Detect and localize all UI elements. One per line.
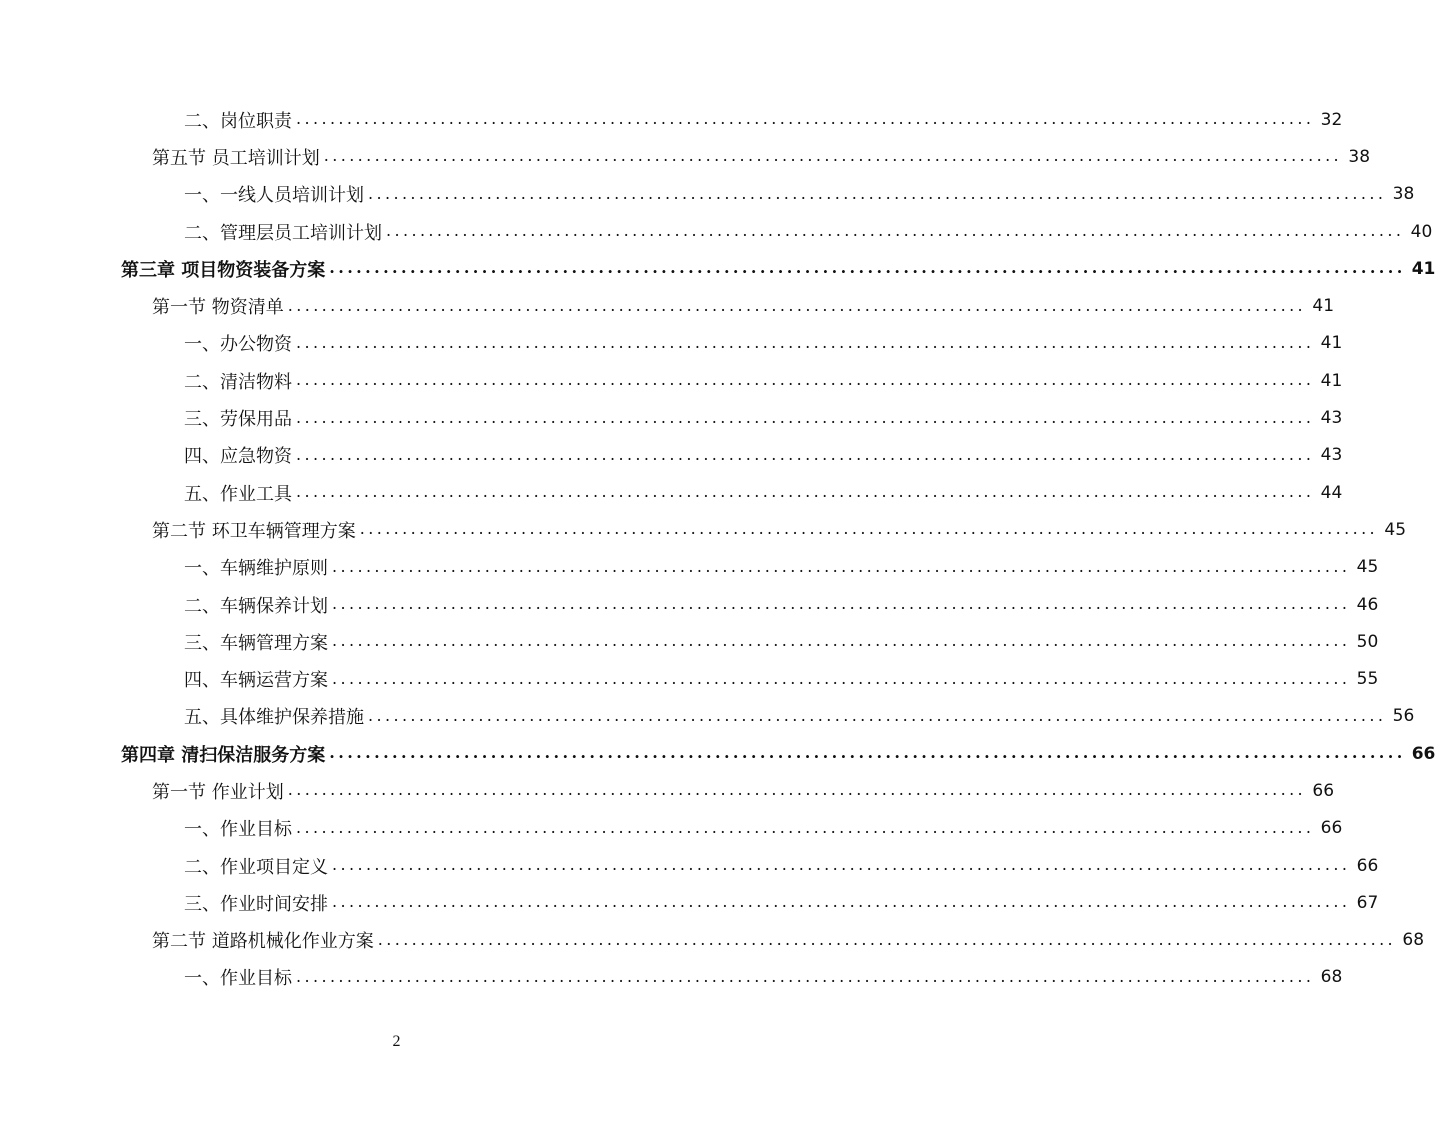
toc-entry-title: 一、车辆维护原则 (184, 558, 328, 580)
table-of-contents (0, 101, 1435, 996)
toc-entry-section[interactable] (0, 922, 1425, 959)
toc-entry-page-number: 41 (1320, 370, 1343, 391)
toc-dot-leader: ........................................................................................................................ (296, 966, 1315, 986)
toc-entry-title: 四、应急物资 (184, 446, 292, 468)
page-number: 2 (392, 1033, 401, 1050)
toc-entry-item[interactable] (0, 176, 1415, 213)
toc-entry-title: 三、劳保用品 (184, 409, 292, 431)
toc-entry-title: 一、作业目标 (184, 819, 292, 841)
toc-entry-title: 三、车辆管理方案 (184, 632, 328, 654)
toc-dot-leader: ........................................................................................................................ (296, 370, 1315, 390)
toc-entry-page-number: 38 (1348, 146, 1371, 167)
toc-entry-item[interactable] (0, 325, 1343, 362)
toc-entry-title: 第三章 项目物资装备方案 (121, 259, 326, 281)
toc-dot-leader: ........................................................................................................................ (296, 482, 1315, 502)
toc-dot-leader: ........................................................................................................................ (332, 594, 1351, 613)
toc-entry-title: 二、作业项目定义 (184, 856, 328, 878)
toc-entry-title: 二、清洁物料 (184, 371, 292, 393)
toc-dot-leader: ........................................................................................................................ (329, 743, 1406, 763)
toc-dot-leader: ........................................................................................................................ (323, 146, 1343, 166)
toc-dot-leader: ........................................................................................................................ (368, 705, 1387, 725)
toc-entry-item[interactable] (0, 959, 1343, 996)
toc-entry-section[interactable] (0, 511, 1407, 548)
toc-dot-leader: ........................................................................................................................ (296, 444, 1315, 464)
toc-dot-leader: ........................................................................................................................ (368, 183, 1387, 203)
toc-entry-page-number: 66 (1356, 855, 1379, 876)
toc-entry-title: 二、管理层员工培训计划 (184, 222, 382, 244)
toc-entry-item[interactable] (0, 660, 1379, 697)
toc-entry-page-number: 66 (1411, 743, 1435, 764)
toc-entry-page-number: 45 (1356, 557, 1379, 578)
toc-dot-leader: ........................................................................................................................ (296, 332, 1315, 352)
toc-entry-title: 第五节 员工培训计划 (152, 147, 320, 169)
toc-entry-page-number: 44 (1320, 482, 1343, 503)
toc-entry-page-number: 66 (1312, 780, 1335, 801)
toc-entry-title: 一、作业目标 (184, 968, 292, 990)
toc-entry-chapter[interactable] (0, 735, 1435, 772)
toc-dot-leader: ........................................................................................................................ (332, 556, 1351, 576)
toc-entry-item[interactable] (0, 884, 1379, 921)
toc-dot-leader: ........................................................................................................................ (287, 295, 1307, 315)
toc-entry-section[interactable] (0, 772, 1335, 809)
toc-dot-leader: ........................................................................................................................ (332, 631, 1351, 651)
toc-entry-title: 二、车辆保养计划 (184, 595, 328, 617)
toc-entry-item[interactable] (0, 101, 1343, 138)
toc-entry-page-number: 56 (1392, 706, 1415, 727)
toc-entry-page-number: 68 (1320, 967, 1343, 988)
toc-dot-leader: ........................................................................................................................ (359, 519, 1379, 539)
toc-dot-leader: ........................................................................................................................ (296, 407, 1315, 427)
toc-entry-title: 第二节 道路机械化作业方案 (152, 931, 374, 953)
toc-entry-title: 二、岗位职责 (184, 110, 292, 132)
toc-entry-page-number: 41 (1320, 333, 1343, 354)
toc-entry-page-number: 41 (1312, 296, 1335, 317)
toc-entry-title: 三、作业时间安排 (184, 893, 328, 915)
toc-entry-title: 第四章 清扫保洁服务方案 (121, 744, 326, 766)
toc-entry-page-number: 55 (1356, 669, 1379, 690)
toc-entry-title: 第二节 环卫车辆管理方案 (152, 520, 356, 542)
toc-entry-page-number: 68 (1402, 930, 1425, 951)
toc-entry-title: 一、办公物资 (184, 334, 292, 356)
toc-entry-page-number: 32 (1320, 109, 1343, 130)
toc-entry-title: 第一节 物资清单 (152, 297, 284, 319)
toc-dot-leader: ........................................................................................................................ (386, 221, 1405, 241)
toc-entry-title: 五、具体维护保养措施 (184, 707, 364, 729)
toc-dot-leader: ........................................................................................................................ (287, 780, 1307, 800)
toc-entry-section[interactable] (0, 287, 1335, 324)
toc-entry-item[interactable] (0, 399, 1343, 436)
toc-entry-page-number: 40 (1410, 221, 1433, 242)
toc-entry-title: 一、一线人员培训计划 (184, 185, 364, 207)
toc-entry-item[interactable] (0, 698, 1415, 735)
toc-entry-item[interactable] (0, 810, 1343, 847)
toc-entry-title: 五、作业工具 (184, 483, 292, 505)
toc-dot-leader: ........................................................................................................................ (332, 855, 1351, 875)
toc-entry-item[interactable] (0, 847, 1379, 884)
toc-entry-page-number: 66 (1320, 818, 1343, 839)
toc-entry-page-number: 43 (1320, 445, 1343, 466)
toc-entry-chapter[interactable] (0, 250, 1435, 287)
toc-dot-leader: ........................................................................................................................ (377, 929, 1397, 949)
toc-entry-page-number: 45 (1384, 519, 1407, 540)
toc-dot-leader: ........................................................................................................................ (329, 258, 1406, 278)
toc-dot-leader: ........................................................................................................................ (296, 109, 1315, 129)
toc-dot-leader: ........................................................................................................................ (296, 817, 1315, 837)
toc-entry-item[interactable] (0, 362, 1343, 399)
toc-entry-page-number: 43 (1320, 408, 1343, 429)
toc-dot-leader: ........................................................................................................................ (332, 668, 1351, 688)
toc-entry-item[interactable] (0, 474, 1343, 511)
toc-entry-item[interactable] (0, 437, 1343, 474)
toc-entry-page-number: 41 (1411, 258, 1435, 279)
toc-entry-item[interactable] (0, 623, 1379, 660)
toc-entry-item[interactable] (0, 586, 1379, 623)
toc-entry-item[interactable] (0, 213, 1433, 250)
toc-entry-title: 第一节 作业计划 (152, 781, 284, 803)
toc-entry-page-number: 50 (1356, 631, 1379, 652)
toc-entry-title: 四、车辆运营方案 (184, 670, 328, 692)
toc-dot-leader: ........................................................................................................................ (332, 892, 1351, 912)
toc-entry-page-number: 46 (1356, 594, 1379, 615)
toc-entry-page-number: 67 (1356, 892, 1379, 913)
toc-entry-item[interactable] (0, 549, 1379, 586)
toc-entry-section[interactable] (0, 138, 1371, 175)
toc-entry-page-number: 38 (1392, 184, 1415, 205)
